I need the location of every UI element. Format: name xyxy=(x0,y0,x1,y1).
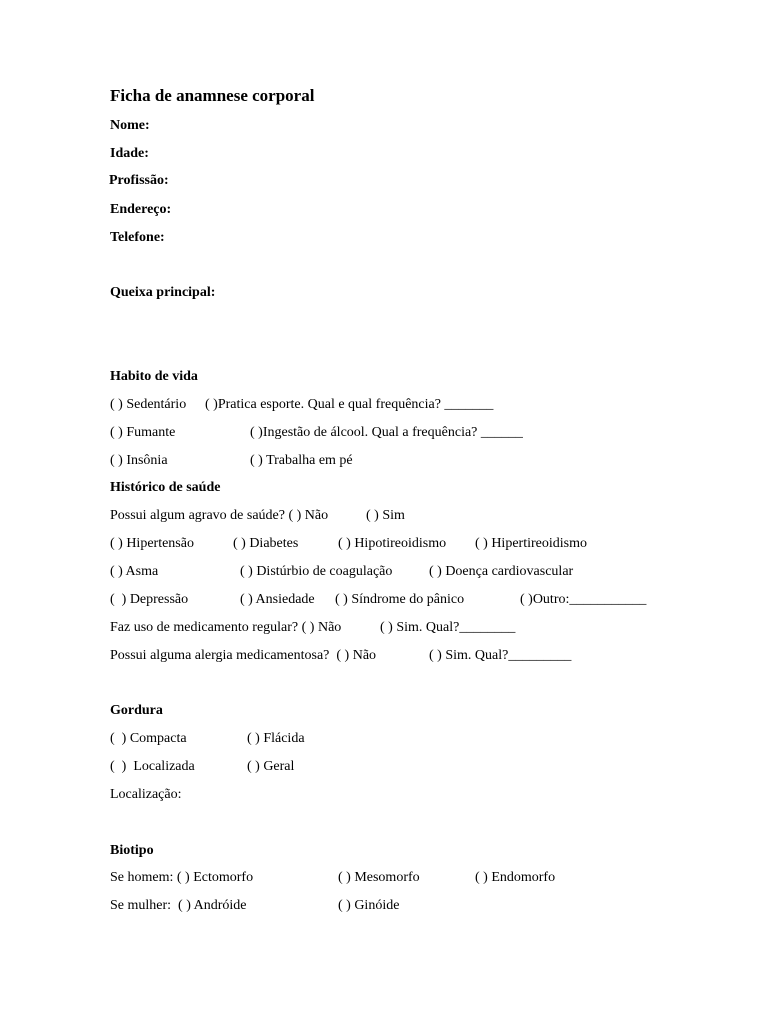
option-endomorfo: ( ) Endomorfo xyxy=(475,870,556,885)
option-ginoide: ( ) Ginóide xyxy=(338,898,400,913)
field-localizacao-label: Localização: xyxy=(110,787,182,802)
field-profissao-label: Profissão: xyxy=(109,173,169,188)
option-hipertireoidismo: ( ) Hipertireoidismo xyxy=(475,536,587,551)
field-idade-label: Idade: xyxy=(110,146,149,161)
option-doenca-cardiovascular: ( ) Doença cardiovascular xyxy=(429,564,574,579)
option-medicamento-sim: ( ) Sim. Qual?________ xyxy=(380,620,516,635)
option-disturbio-coagulacao: ( ) Distúrbio de coagulação xyxy=(240,564,393,579)
option-diabetes: ( ) Diabetes xyxy=(233,536,299,551)
option-pratica-esporte: ( )Pratica esporte. Qual e qual frequência? _______ xyxy=(205,397,494,412)
option-mesomorfo: ( ) Mesomorfo xyxy=(338,870,420,885)
question-medicamento: Faz uso de medicamento regular? ( ) Não xyxy=(110,620,342,635)
field-nome-label: Nome: xyxy=(110,118,150,133)
document-title: Ficha de anamnese corporal xyxy=(110,86,315,105)
option-homem-ectomorfo: Se homem: ( ) Ectomorfo xyxy=(110,870,254,885)
question-alergia: Possui alguma alergia medicamentosa? ( ) Não xyxy=(110,648,377,663)
section-heading-habito: Habito de vida xyxy=(110,369,198,384)
option-alcool: ( )Ingestão de álcool. Qual a frequência? ______ xyxy=(250,425,523,440)
option-insonia: ( ) Insônia xyxy=(110,453,168,468)
option-fumante: ( ) Fumante xyxy=(110,425,176,440)
option-mulher-androide: Se mulher: ( ) Andróide xyxy=(110,898,247,913)
queixa-principal-label: Queixa principal: xyxy=(110,285,216,300)
option-hipotireoidismo: ( ) Hipotireoidismo xyxy=(338,536,447,551)
option-depressao: ( ) Depressão xyxy=(110,592,189,607)
field-endereco-label: Endereço: xyxy=(110,202,172,217)
section-heading-gordura: Gordura xyxy=(110,703,163,718)
option-ansiedade: ( ) Ansiedade xyxy=(240,592,315,607)
option-sedentario: ( ) Sedentário xyxy=(110,397,187,412)
section-heading-biotipo: Biotipo xyxy=(110,843,154,858)
option-localizada: ( ) Localizada xyxy=(110,759,195,774)
option-outro: ( )Outro:___________ xyxy=(520,592,647,607)
option-asma: ( ) Asma xyxy=(110,564,159,579)
option-flacida: ( ) Flácida xyxy=(247,731,305,746)
option-agravo-sim: ( ) Sim xyxy=(366,508,405,523)
option-sindrome-panico: ( ) Síndrome do pânico xyxy=(335,592,465,607)
section-heading-historico: Histórico de saúde xyxy=(110,480,221,495)
option-alergia-sim: ( ) Sim. Qual?_________ xyxy=(429,648,572,663)
field-telefone-label: Telefone: xyxy=(110,230,165,245)
option-geral: ( ) Geral xyxy=(247,759,295,774)
question-agravo: Possui algum agravo de saúde? ( ) Não xyxy=(110,508,329,523)
option-trabalha-em-pe: ( ) Trabalha em pé xyxy=(250,453,353,468)
option-compacta: ( ) Compacta xyxy=(110,731,187,746)
option-hipertensao: ( ) Hipertensão xyxy=(110,536,194,551)
